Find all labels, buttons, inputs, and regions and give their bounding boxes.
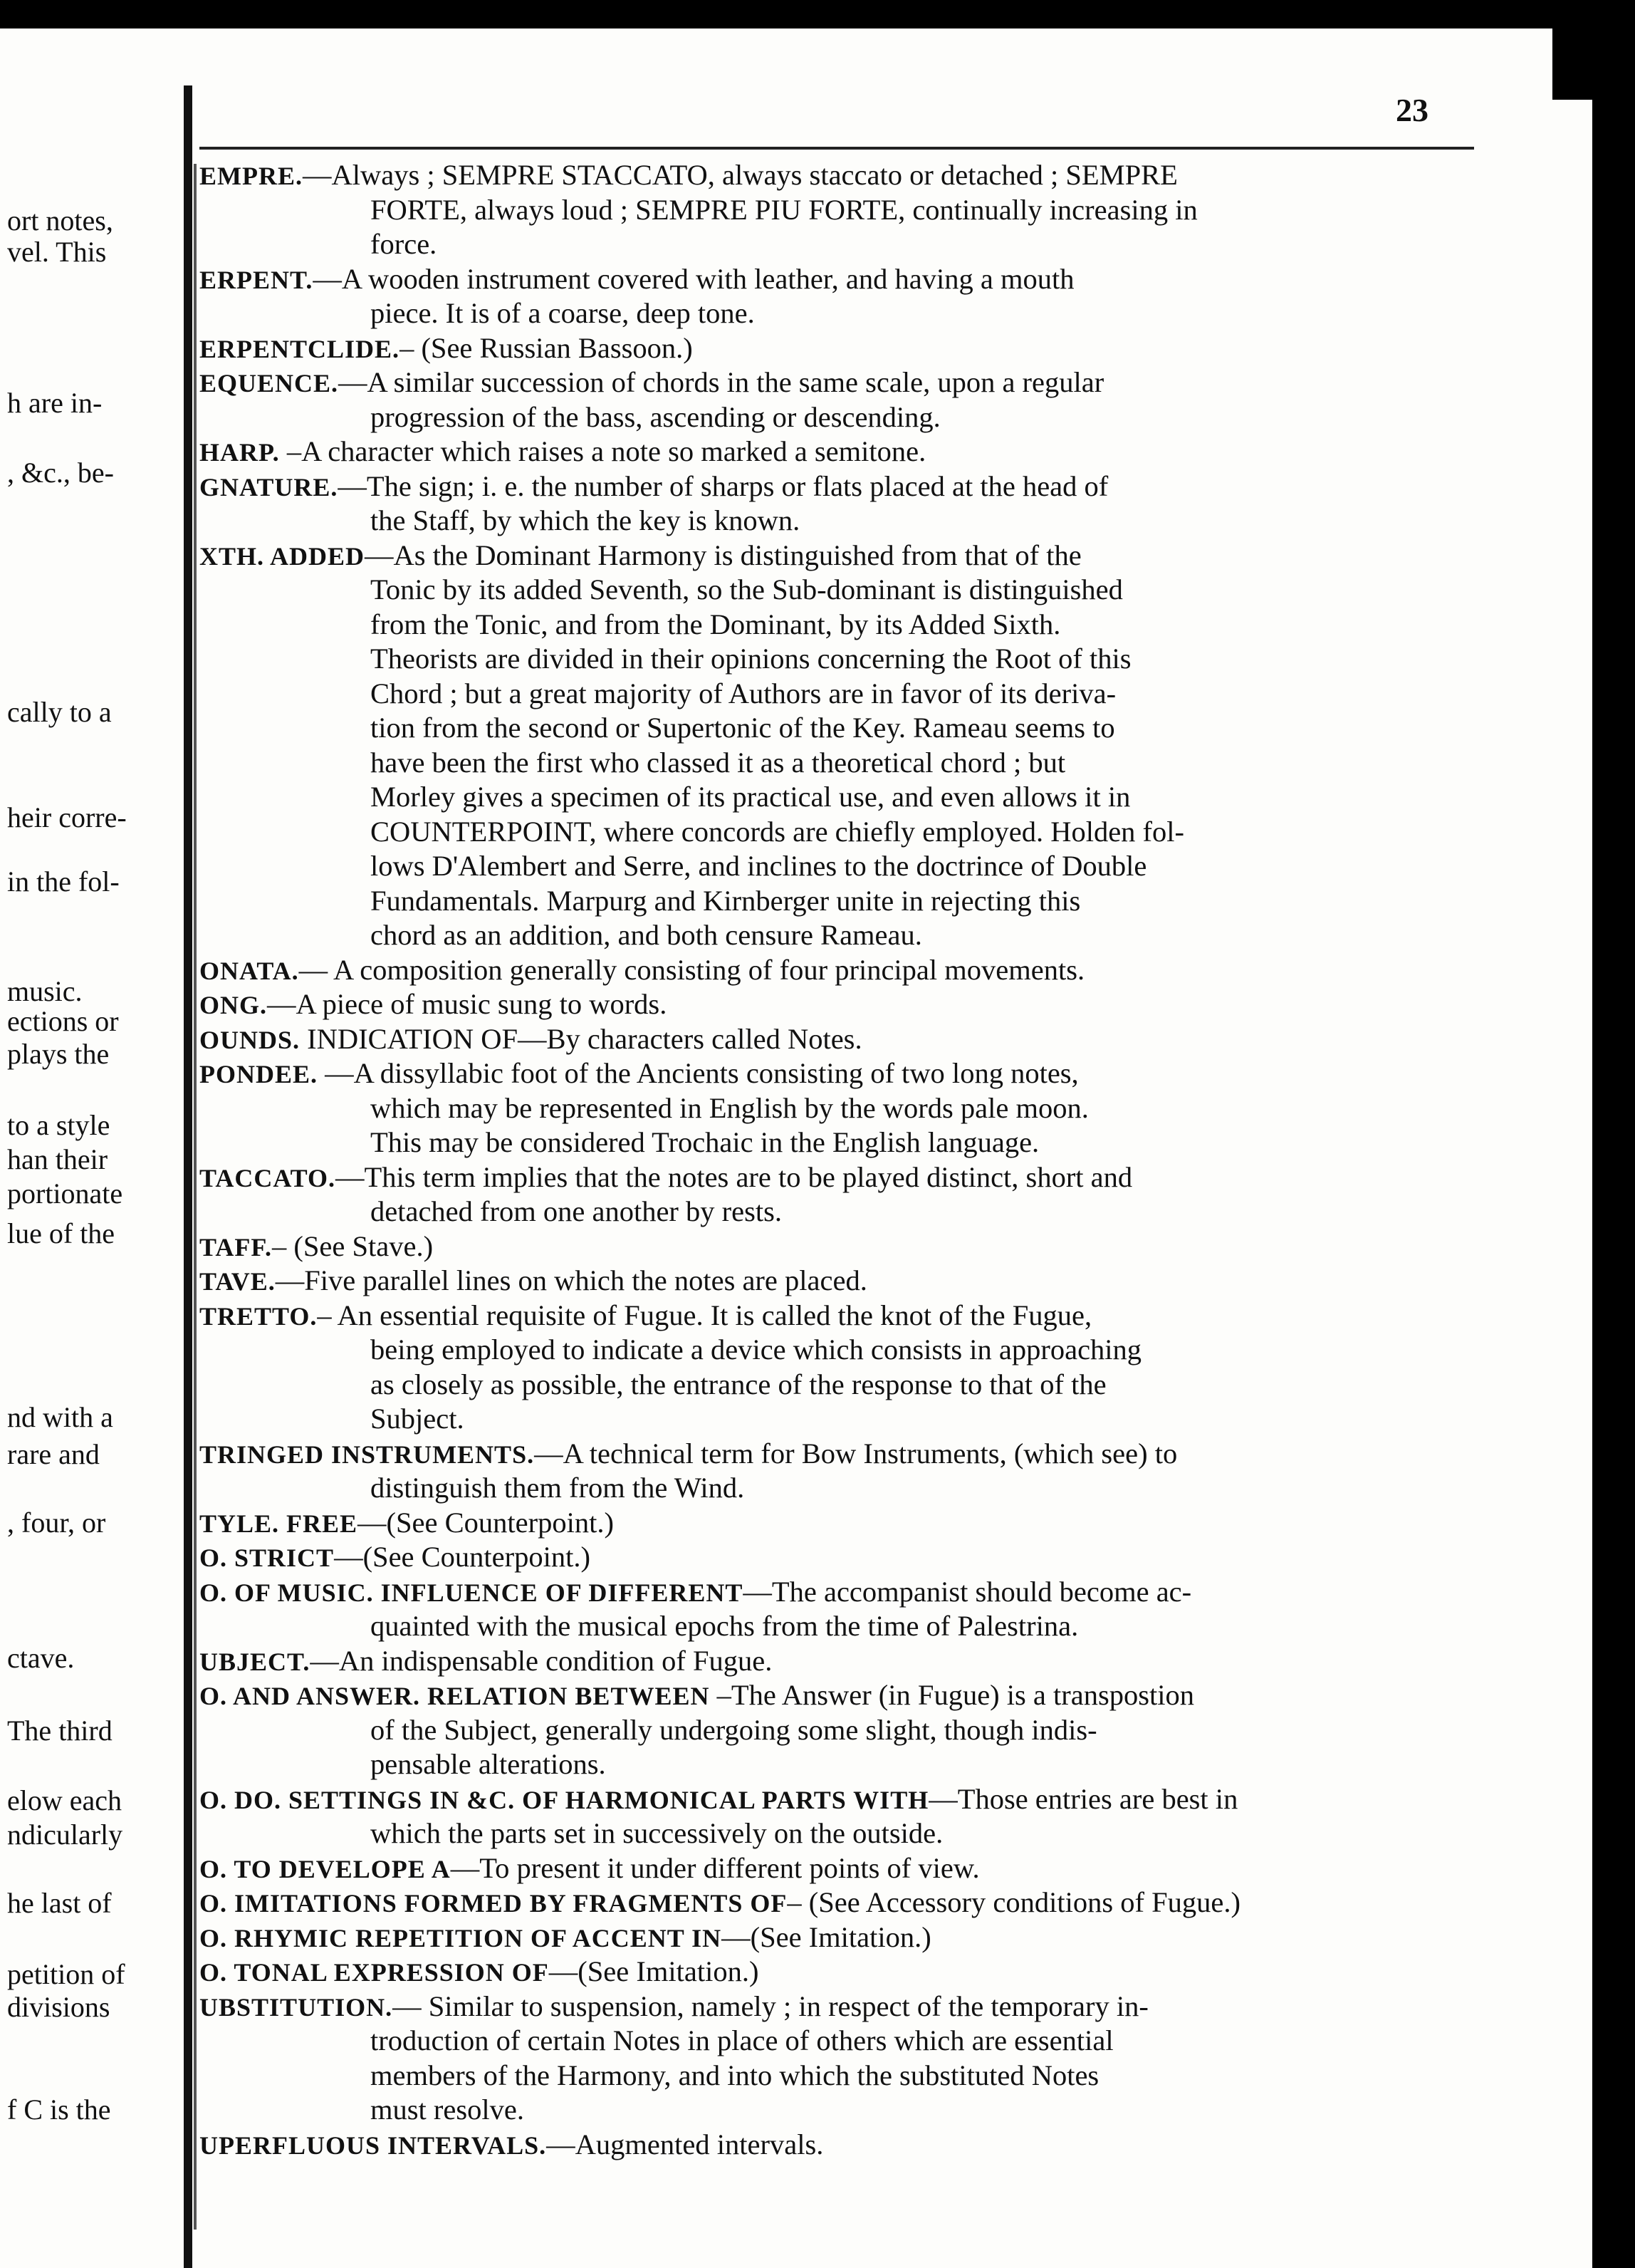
entry-term: TYLE. FREE bbox=[199, 1509, 358, 1538]
facing-line: he last of bbox=[7, 1887, 112, 1919]
entry-term: O. OF MUSIC. INFLUENCE OF DIFFERENT bbox=[199, 1578, 743, 1607]
entry-text: members of the Harmony, and into which the substituted Notes bbox=[370, 2059, 1099, 2091]
entry-text: — Similar to suspension, namely ; in respect of the temporary in- bbox=[392, 1989, 1149, 2022]
continuation-line bbox=[199, 918, 1481, 953]
entry-text: —Always ; SEMPRE STACCATO, always staccato or detached ; SEMPRE bbox=[303, 159, 1178, 191]
entry-text: being employed to indicate a device which consists in approaching bbox=[370, 1333, 1142, 1366]
entry-line bbox=[199, 1506, 1481, 1541]
entry-text: —This term implies that the notes are to be played distinct, short and bbox=[335, 1160, 1133, 1193]
scan-edge-top bbox=[0, 0, 1635, 28]
facing-line: rare and bbox=[7, 1438, 100, 1470]
entry-text: —The accompanist should become ac- bbox=[743, 1575, 1192, 1608]
continuation-line bbox=[199, 2093, 1481, 2128]
entry-text: the Staff, by which the key is known. bbox=[370, 504, 800, 536]
entry-term: O. TONAL EXPRESSION OF bbox=[199, 1958, 549, 1987]
entry-term: ONG. bbox=[199, 991, 268, 1019]
facing-line: ort notes, bbox=[7, 204, 113, 236]
entry-text: —A technical term for Bow Instruments, (which see) to bbox=[534, 1437, 1178, 1469]
facing-line: petition of bbox=[7, 1958, 125, 1990]
entry-line bbox=[199, 2128, 1481, 2163]
entry-text: Theorists are divided in their opinions concerning the Root of this bbox=[370, 643, 1132, 675]
entry-line bbox=[199, 262, 1481, 297]
continuation-line bbox=[199, 227, 1481, 262]
entry-term: EMPRE. bbox=[199, 162, 303, 190]
facing-line: The third bbox=[7, 1715, 113, 1747]
entry-text: —The sign; i. e. the number of sharps or flats placed at the head of bbox=[338, 469, 1109, 502]
continuation-line bbox=[199, 677, 1481, 712]
entry-text: –A character which raises a note so marked a semitone. bbox=[279, 435, 926, 467]
entry-text: which the parts set in successively on the outside. bbox=[370, 1817, 944, 1849]
entry-term: UPERFLUOUS INTERVALS. bbox=[199, 2131, 547, 2160]
entry-line bbox=[199, 469, 1481, 504]
facing-line: portionate bbox=[7, 1177, 123, 1210]
continuation-line bbox=[199, 2059, 1481, 2093]
entry-text: which may be represented in English by the words pale moon. bbox=[370, 1091, 1089, 1124]
continuation-line bbox=[199, 1402, 1481, 1437]
continuation-line bbox=[199, 1609, 1481, 1644]
entry-text: Tonic by its added Seventh, so the Sub-dominant is distinguished bbox=[370, 573, 1123, 605]
facing-line: , &c., be- bbox=[7, 457, 114, 489]
entry-text: —An indispensable condition of Fugue. bbox=[310, 1644, 773, 1677]
facing-line: , four, or bbox=[7, 1507, 106, 1539]
entry-line bbox=[199, 1782, 1481, 1817]
entry-text: —Five parallel lines on which the notes are placed. bbox=[275, 1264, 867, 1296]
continuation-line bbox=[199, 1125, 1481, 1160]
scan-edge-right bbox=[1592, 0, 1635, 2268]
entry-term: TAFF. bbox=[199, 1232, 273, 1262]
entry-text: COUNTERPOINT, where concords are chiefly employed. Holden fol- bbox=[370, 815, 1185, 848]
continuation-line bbox=[199, 1195, 1481, 1229]
entry-text: —To present it under different points of view. bbox=[450, 1851, 980, 1884]
entry-text: —(See Counterpoint.) bbox=[357, 1506, 614, 1539]
entry-text: —As the Dominant Harmony is distinguished from that of the bbox=[365, 539, 1082, 571]
entry-term: XTH. ADDED bbox=[199, 541, 365, 571]
entry-line bbox=[199, 1264, 1481, 1299]
continuation-line bbox=[199, 1747, 1481, 1782]
continuation-line bbox=[199, 504, 1481, 539]
facing-line: lue of the bbox=[7, 1217, 115, 1249]
entry-line bbox=[199, 1437, 1481, 1472]
entry-term: TRINGED INSTRUMENTS. bbox=[199, 1440, 535, 1469]
entry-text: Morley gives a specimen of its practical use, and even allows it in bbox=[370, 781, 1131, 813]
entry-term: O. IMITATIONS FORMED BY FRAGMENTS OF bbox=[199, 1889, 788, 1918]
continuation-line bbox=[199, 1333, 1481, 1368]
entry-text: chord as an addition, and both censure Rameau. bbox=[370, 919, 922, 951]
entry-line bbox=[199, 1644, 1481, 1679]
continuation-line bbox=[199, 2024, 1481, 2059]
entry-line bbox=[199, 1299, 1481, 1333]
entry-text: force. bbox=[370, 228, 437, 260]
entry-text: have been the first who classed it as a theoretical chord ; but bbox=[370, 746, 1066, 779]
entry-text: – (See Accessory conditions of Fugue.) bbox=[787, 1886, 1241, 1918]
entry-text: must resolve. bbox=[370, 2093, 524, 2126]
entry-text: —(See Counterpoint.) bbox=[334, 1541, 590, 1573]
entry-text: – (See Russian Bassoon.) bbox=[399, 331, 693, 364]
continuation-line bbox=[199, 849, 1481, 884]
continuation-line bbox=[199, 746, 1481, 781]
page-number: 23 bbox=[1396, 92, 1428, 128]
entry-text: detached from one another by rests. bbox=[370, 1195, 783, 1227]
continuation-line bbox=[199, 1471, 1481, 1506]
entry-text: quainted with the musical epochs from the time of Palestrina. bbox=[370, 1610, 1079, 1642]
book-gutter bbox=[184, 85, 192, 2268]
entry-line bbox=[199, 1575, 1481, 1610]
entry-line bbox=[199, 158, 1481, 193]
entry-text: —Augmented intervals. bbox=[546, 2128, 824, 2160]
facing-line: divisions bbox=[7, 1991, 110, 2023]
entry-line bbox=[199, 1540, 1481, 1575]
entry-line bbox=[199, 435, 1481, 469]
continuation-line bbox=[199, 815, 1481, 850]
continuation-line bbox=[199, 1368, 1481, 1403]
entry-text: This may be considered Trochaic in the English language. bbox=[370, 1126, 1040, 1158]
book-gutter-shadow bbox=[194, 164, 197, 2230]
continuation-line bbox=[199, 780, 1481, 815]
entry-line bbox=[199, 539, 1481, 573]
entry-text: piece. It is of a coarse, deep tone. bbox=[370, 297, 755, 329]
entry-term: OUNDS. bbox=[199, 1025, 301, 1054]
entry-line bbox=[199, 1056, 1481, 1091]
entry-line bbox=[199, 953, 1481, 988]
entry-line bbox=[199, 1022, 1481, 1057]
entry-text: — A composition generally consisting of four principal movements. bbox=[298, 953, 1085, 986]
continuation-line bbox=[199, 193, 1481, 228]
entry-text: —(See Imitation.) bbox=[548, 1955, 759, 1987]
entry-text: distinguish them from the Wind. bbox=[370, 1472, 745, 1504]
facing-line: h are in- bbox=[7, 387, 103, 419]
entry-text: of the Subject, generally undergoing some slight, though indis- bbox=[370, 1713, 1097, 1746]
entry-term: TACCATO. bbox=[199, 1163, 336, 1192]
entry-text: Subject. bbox=[370, 1403, 464, 1435]
entry-text: progression of the bass, ascending or descending. bbox=[370, 400, 941, 433]
entry-text: – An essential requisite of Fugue. It is called the knot of the Fugue, bbox=[317, 1299, 1092, 1331]
entry-text: troduction of certain Notes in place of others which are essential bbox=[370, 2024, 1114, 2056]
continuation-line bbox=[199, 1091, 1481, 1126]
facing-line: cally to a bbox=[7, 696, 112, 728]
continuation-line bbox=[199, 1713, 1481, 1748]
entry-term: O. TO DEVELOPE A bbox=[199, 1854, 451, 1883]
entry-text: FORTE, always loud ; SEMPRE PIU FORTE, continually increasing in bbox=[370, 193, 1198, 226]
entry-text: pensable alterations. bbox=[370, 1748, 606, 1780]
entry-line bbox=[199, 1989, 1481, 2024]
continuation-line bbox=[199, 642, 1481, 677]
entry-line bbox=[199, 1955, 1481, 1989]
entry-text: from the Tonic, and from the Dominant, by its Added Sixth. bbox=[370, 608, 1061, 640]
facing-line: han their bbox=[7, 1143, 108, 1175]
entry-line bbox=[199, 1920, 1481, 1955]
facing-line: to a style bbox=[7, 1109, 110, 1141]
facing-line: in the fol- bbox=[7, 865, 120, 898]
header-rule bbox=[199, 147, 1474, 150]
entry-text: —A wooden instrument covered with leather, and having a mouth bbox=[313, 262, 1075, 295]
facing-line: elow each bbox=[7, 1784, 122, 1816]
entry-text: Fundamentals. Marpurg and Kirnberger unite in rejecting this bbox=[370, 884, 1081, 917]
entry-term: TRETTO. bbox=[199, 1301, 318, 1331]
entry-line bbox=[199, 1678, 1481, 1713]
entry-term: PONDEE. bbox=[199, 1060, 318, 1088]
entry-term: UBJECT. bbox=[199, 1647, 310, 1676]
continuation-line bbox=[199, 608, 1481, 643]
entry-term: HARP. bbox=[199, 438, 280, 467]
entry-line bbox=[199, 1229, 1481, 1264]
entry-line bbox=[199, 365, 1481, 400]
facing-line: music. bbox=[7, 975, 83, 1007]
entry-term: O. DO. SETTINGS IN &C. OF HARMONICAL PARTS WITH bbox=[199, 1785, 929, 1814]
entry-text: tion from the second or Supertonic of the Key. Rameau seems to bbox=[370, 712, 1115, 744]
entry-line bbox=[199, 987, 1481, 1022]
entry-text: lows D'Alembert and Serre, and inclines to the doctrince of Double bbox=[370, 850, 1147, 882]
entry-term: O. RHYMIC REPETITION OF ACCENT IN bbox=[199, 1923, 722, 1952]
entry-text: —(See Imitation.) bbox=[721, 1920, 931, 1953]
continuation-line bbox=[199, 573, 1481, 608]
facing-page-fragments bbox=[0, 0, 184, 2268]
entry-term: GNATURE. bbox=[199, 472, 338, 501]
glossary-text bbox=[199, 158, 1481, 2181]
entry-term: ERPENTCLIDE. bbox=[199, 334, 400, 363]
continuation-line bbox=[199, 296, 1481, 331]
entry-line bbox=[199, 1885, 1481, 1920]
entry-term: O. STRICT bbox=[199, 1544, 335, 1572]
continuation-line bbox=[199, 884, 1481, 919]
facing-line: f C is the bbox=[7, 2093, 111, 2126]
entry-term: EQUENCE. bbox=[199, 369, 339, 397]
continuation-line bbox=[199, 1816, 1481, 1851]
facing-line: heir corre- bbox=[7, 801, 127, 833]
entry-text: —A piece of music sung to words. bbox=[267, 988, 667, 1020]
entry-text: – (See Stave.) bbox=[272, 1229, 434, 1262]
entry-line bbox=[199, 331, 1481, 366]
entry-text: —A dissyllabic foot of the Ancients consisting of two long notes, bbox=[318, 1057, 1079, 1089]
entry-text: INDICATION OF—By characters called Notes. bbox=[300, 1022, 862, 1055]
facing-line: ections or bbox=[7, 1005, 119, 1037]
entry-line bbox=[199, 1851, 1481, 1886]
continuation-line bbox=[199, 711, 1481, 746]
entry-term: ONATA. bbox=[199, 956, 299, 985]
entry-term: UBSTITUTION. bbox=[199, 1992, 393, 2022]
continuation-line bbox=[199, 400, 1481, 435]
entry-text: as closely as possible, the entrance of the response to that of the bbox=[370, 1368, 1107, 1400]
entry-term: TAVE. bbox=[199, 1267, 276, 1296]
facing-line: ctave. bbox=[7, 1642, 75, 1674]
facing-line: vel. This bbox=[7, 236, 107, 268]
entry-line bbox=[199, 1160, 1481, 1195]
entry-text: —A similar succession of chords in the same scale, upon a regular bbox=[338, 366, 1104, 398]
entry-text: —Those entries are best in bbox=[929, 1782, 1238, 1815]
entry-text: Chord ; but a great majority of Authors are in favor of its deriva- bbox=[370, 677, 1117, 709]
facing-line: ndicularly bbox=[7, 1819, 123, 1851]
facing-line: plays the bbox=[7, 1038, 110, 1070]
facing-line: nd with a bbox=[7, 1401, 113, 1433]
entry-term: ERPENT. bbox=[199, 265, 313, 294]
entry-term: O. AND ANSWER. RELATION BETWEEN bbox=[199, 1682, 710, 1710]
entry-text: –The Answer (in Fugue) is a transpostion bbox=[709, 1679, 1195, 1711]
